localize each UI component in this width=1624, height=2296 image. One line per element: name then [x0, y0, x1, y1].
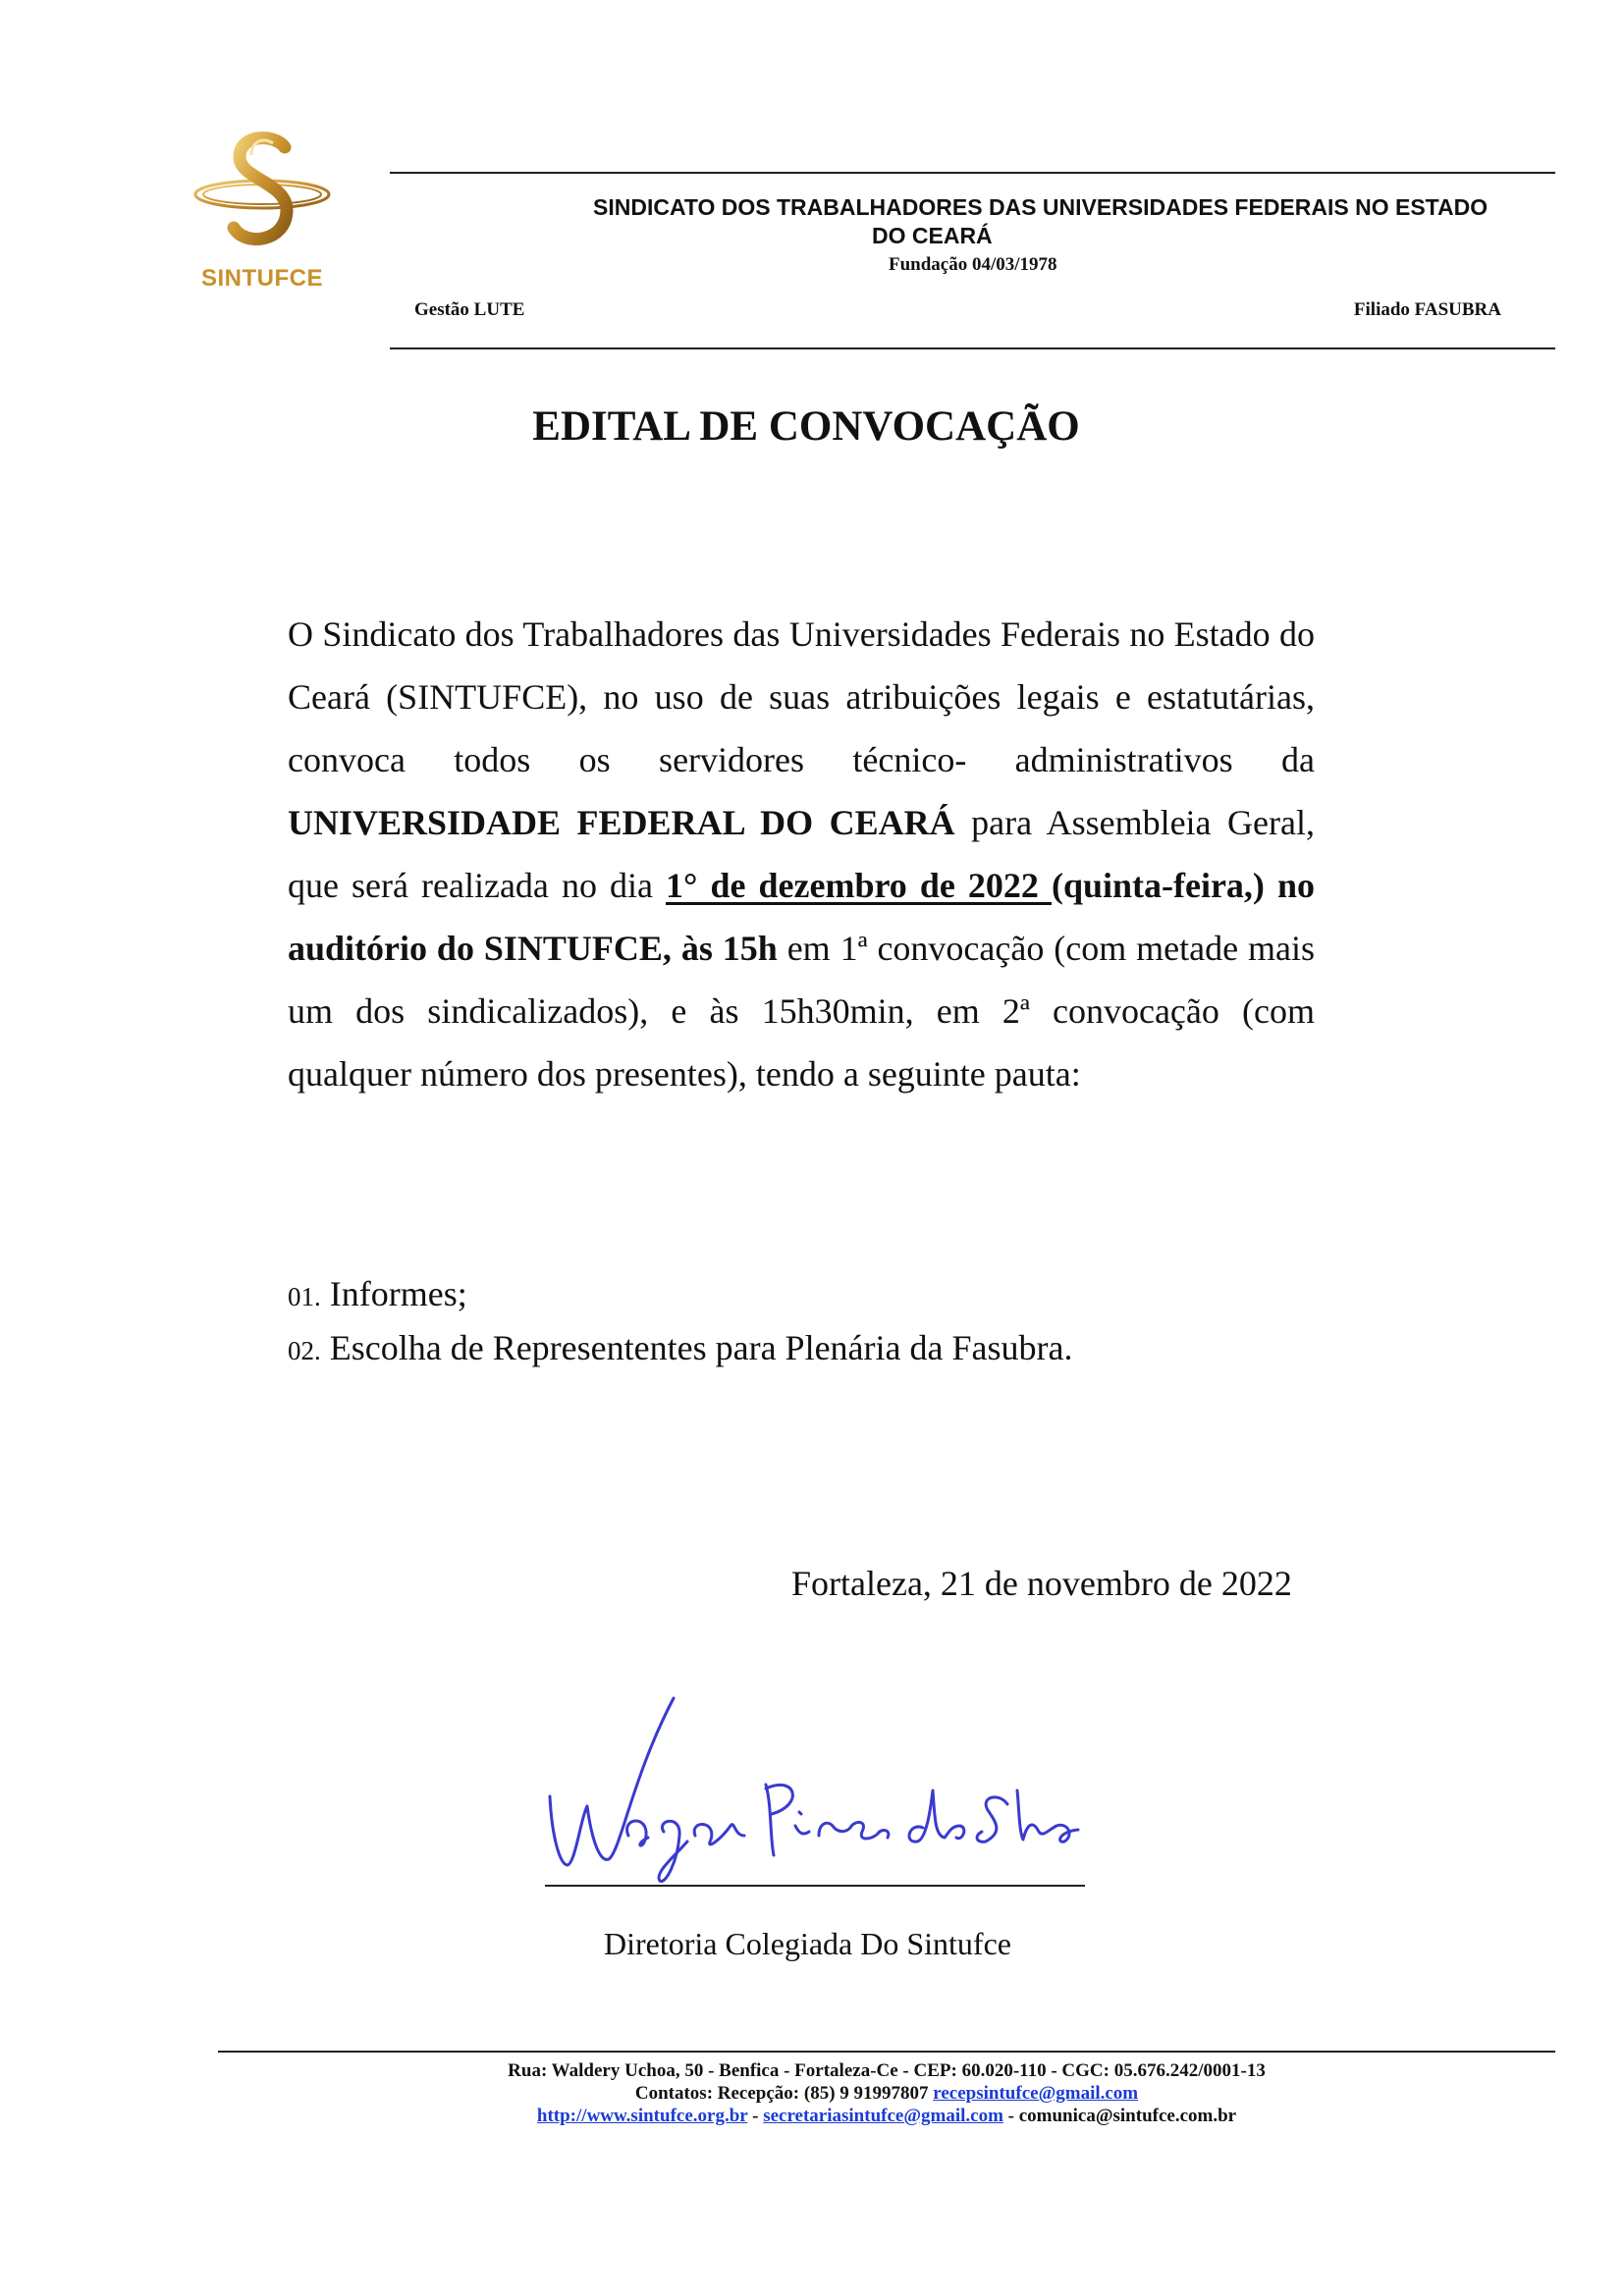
footer-contacts-label: Contatos: Recepção: (85) 9 91997807 — [634, 2083, 934, 2104]
logo-text: SINTUFCE — [201, 265, 323, 292]
foundation-date: Fundação 04/03/1978 — [889, 254, 1057, 275]
body-part1: O Sindicato dos Trabalhadores das Universidades Federais no Estado do Ceará (SINTUFCE), no uso de suas atribuições legais e estatutárias, convoca todos os servidores técnico- administrativos da — [288, 614, 1315, 779]
document-title-text: EDITAL DE CONVOCAÇÃO — [532, 403, 1080, 450]
body-part2: para Assembleia Geral, que será realizada no dia — [288, 803, 1315, 905]
org-name-line2: DO CEARÁ — [872, 223, 993, 248]
signature-caption: Diretoria Colegiada Do Sintufce — [604, 1926, 1011, 1961]
affiliation-label: Filiado FASUBRA — [1353, 299, 1501, 320]
agenda-item-text: Informes; — [329, 1274, 467, 1313]
sintufce-logo — [189, 126, 336, 302]
agenda-item — [288, 1322, 1072, 1376]
footer-separator: - — [747, 2106, 764, 2126]
footer-links — [218, 2105, 1555, 2127]
agenda-item-number: 01. — [288, 1282, 321, 1311]
communication-email: - comunica@sintufce.com.br — [1002, 2106, 1237, 2126]
assembly-time-location: (quinta-feira,) no auditório do SINTUFCE, às 15h — [288, 866, 1315, 968]
secretary-email-link[interactable]: secretariasintufce@gmail.com — [763, 2106, 1003, 2126]
agenda-list — [288, 1268, 1072, 1376]
organization-name — [550, 193, 1532, 250]
management-label: Gestão LUTE — [414, 299, 525, 320]
reception-email-link[interactable]: recepsintufce@gmail.com — [933, 2083, 1139, 2104]
org-name-line1: SINDICATO DOS TRABALHADORES DAS UNIVERSIDADES FEDERAIS NO ESTADO — [593, 194, 1489, 220]
body-part3: em 1ª convocação (com metade mais um dos sindicalizados), e às 15h30min, em 2ª convocação (com qualquer número dos presentes), tendo a seguinte pauta: — [288, 929, 1315, 1094]
header-rule-top — [390, 172, 1555, 174]
assembly-date: 1° de dezembro de 2022 — [666, 866, 1052, 905]
footer-rule — [218, 2051, 1555, 2053]
place-and-date: Fortaleza, 21 de novembro de 2022 — [791, 1564, 1292, 1603]
logo-emblem-icon — [189, 126, 336, 263]
footer-contacts — [218, 2082, 1555, 2105]
agenda-item-number: 02. — [288, 1336, 321, 1365]
signature-line — [545, 1885, 1085, 1887]
document-title — [0, 402, 1624, 451]
website-link[interactable]: http://www.sintufce.org.br — [536, 2106, 748, 2126]
header-rule-bottom — [390, 347, 1555, 349]
handwritten-signature — [538, 1688, 1098, 1895]
agenda-item — [288, 1268, 1072, 1322]
convocation-paragraph — [288, 603, 1315, 1105]
footer-address: Rua: Waldery Uchoa, 50 - Benfica - Fortaleza-Ce - CEP: 60.020-110 - CGC: 05.676.242/0001-13 — [508, 2060, 1266, 2081]
footer — [218, 2059, 1555, 2127]
agenda-item-text: Escolha de Represententes para Plenária da Fasubra. — [329, 1328, 1073, 1367]
university-name: UNIVERSIDADE FEDERAL DO CEARÁ — [288, 803, 955, 842]
